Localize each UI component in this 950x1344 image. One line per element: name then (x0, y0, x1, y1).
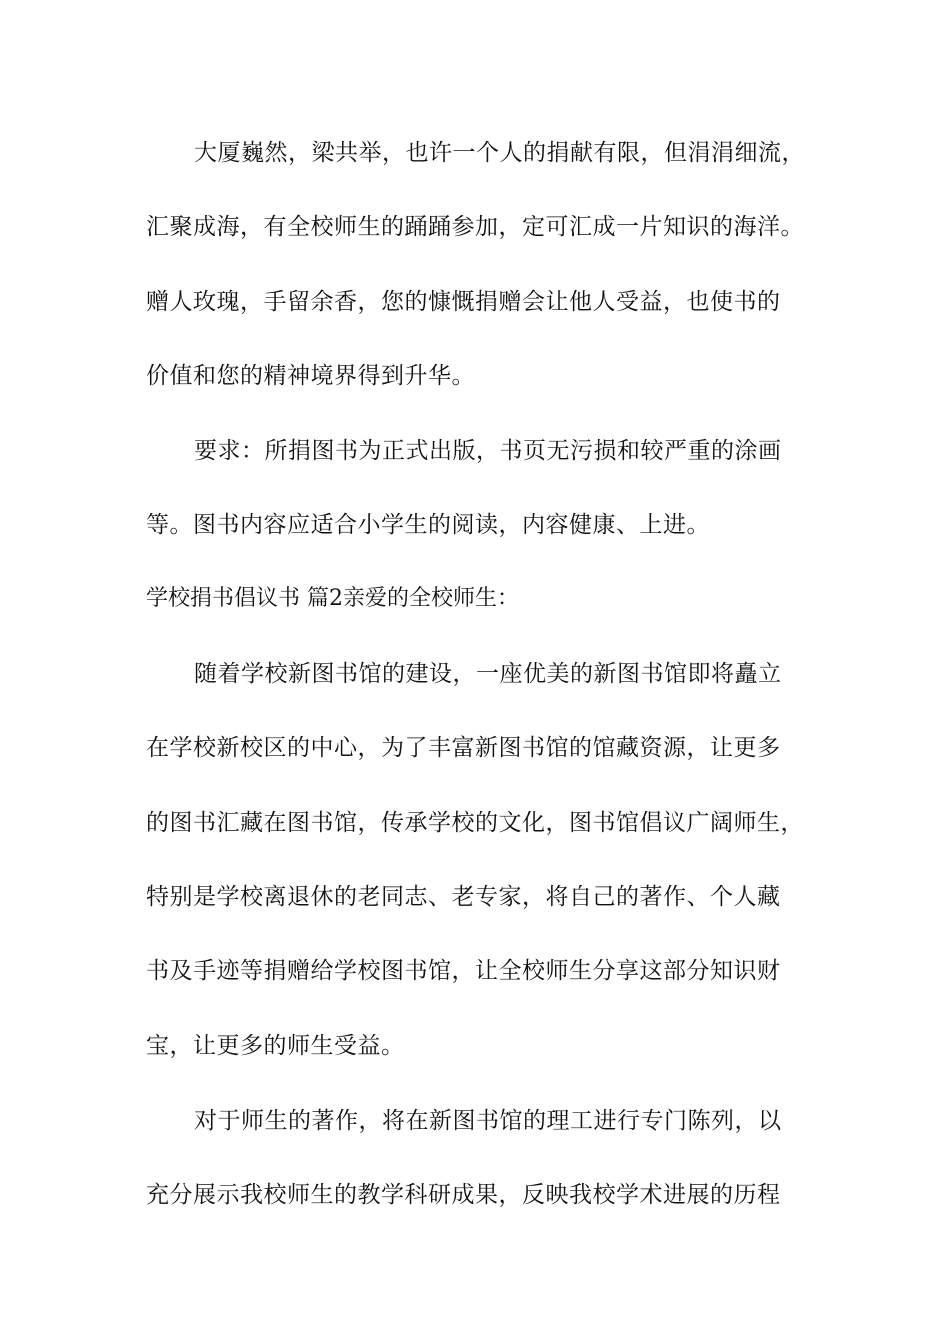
paragraph-line: 汇聚成海，有全校师生的踊踊参加，定可汇成一片知识的海洋。 (146, 214, 804, 240)
paragraph-line: 特别是学校离退休的老同志、老专家，将自己的著作、个人藏 (146, 884, 781, 910)
section-heading: 学校捐书倡议书 篇2亲爱的全校师生： (146, 586, 519, 611)
paragraph-line: 充分展示我校师生的教学科研成果，反映我校学术进展的历程 (146, 1182, 781, 1208)
paragraph-line: 对于师生的著作，将在新图书馆的理工进行专门陈列，以 (194, 1108, 782, 1134)
paragraph-line: 随着学校新图书馆的建设，一座优美的新图书馆即将矗立 (194, 661, 782, 687)
paragraph-line: 要求：所捐图书为正式出版，书页无污损和较严重的涂画 (194, 438, 782, 464)
paragraph-line: 书及手迹等捐赠给学校图书馆，让全校师生分享这部分知识财 (146, 958, 781, 984)
paragraph-line: 等。图书内容应适合小学生的阅读，内容健康、上进。 (146, 512, 710, 538)
paragraph-line: 在学校新校区的中心，为了丰富新图书馆的馆藏资源，让更多 (146, 735, 781, 761)
paragraph-line: 价值和您的精神境界得到升华。 (146, 363, 475, 389)
paragraph-line: 宝，让更多的师生受益。 (146, 1033, 405, 1059)
paragraph-line: 的图书汇藏在图书馆，传承学校的文化，图书馆倡议广阔师生， (146, 810, 804, 836)
paragraph-line: 赠人玫瑰，手留余香，您的慷慨捐赠会让他人受益，也使书的 (146, 289, 781, 315)
paragraph-line: 大厦巍然，梁共举，也许一个人的捐献有限，但涓涓细流， (194, 140, 805, 166)
